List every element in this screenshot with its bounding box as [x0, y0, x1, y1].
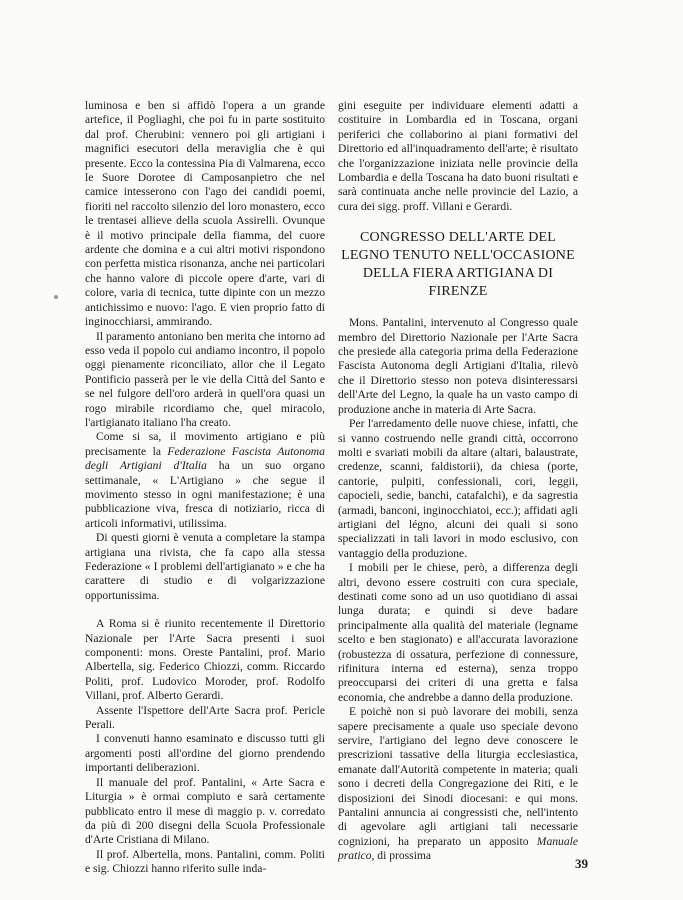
- paragraph: A Roma si è riunito recentemente il Direttorio Nazionale per l'Arte Sacra presenti i suoi componenti: mons. Oreste Pantalini, prof. Mario Albertella, sig. Federico Chiozzi, comm. Riccardo Politi, prof. Ludovico Moroder, prof. Rodolfo Villani, prof. Alberto Gerardi.: [85, 617, 325, 703]
- page-number: 39: [575, 856, 588, 871]
- paragraph: Per l'arredamento delle nuove chiese, infatti, che si vanno costruendo nelle grandi città, occorrono molti e svariati mobili da altare (altari, balaustrate, credenze, scanni, faldistorii), da chiesa (porte, cantorie, pulpiti, confessionali, cori, leggii, capocieli, sedie, banchi, catafalchi), e da sagrestia (armadi, banconi, inginocchiatoi, ecc.); affidati agli artigiani del légno, alcuni dei quali si sono specializzati in tali lavori in modo esclusivo, con vantaggio della produzione.: [338, 417, 578, 560]
- paragraph: Il manuale del prof. Pantalini, « Arte Sacra e Liturgia » è ormai compiuto e sarà certamente pubblicato entro il mese di maggio p. v. corredato da più di 200 disegni della Scuola Professionale d'Arte Cristiana di Milano.: [85, 775, 325, 847]
- section-heading: CONGRESSO DELL'ARTE DEL LEGNO TENUTO NELL'OCCASIONE DELLA FIERA ARTIGIANA DI FIRENZE: [341, 230, 575, 300]
- paragraph: Il paramento antoniano ben merita che intorno ad esso veda il popolo cui andiamo incontro, il popolo oggi pienamente riconciliato, allor che il Legato Pontificio passerà per le vie della Città del Santo e se nel fulgore dell'oro arderà in quell'ora quasi un rogo mirabile ricordiamo che, quel miracolo, l'artigianato italiano l'ha creato.: [85, 329, 325, 429]
- right-column: [338, 99, 578, 864]
- paragraph: [338, 705, 578, 863]
- paragraph: Il prof. Albertella, mons. Pantalini, comm. Politi e sig. Chiozzi hanno riferito sulle inda-: [85, 847, 325, 876]
- paragraph: Mons. Pantalini, intervenuto al Congresso quale membro del Direttorio Nazionale per l'Arte Sacra che presiede alla categoria prima della Federazione Fascista Autonoma degli Artigiani d'Italia, rilevò che il Direttorio stesso non poteva disinteressarsi dell'Arte del Legno, la quale ha un vasto campo di produzione anche in materia di Arte Sacra.: [338, 316, 578, 416]
- paragraph: Assente l'Ispettore dell'Arte Sacra prof. Pericle Perali.: [85, 703, 325, 732]
- margin-dot: [54, 295, 58, 299]
- text-run: , di prossima: [371, 849, 432, 863]
- paragraph: I convenuti hanno esaminato e discusso tutti gli argomenti posti all'ordine del giorno prendendo importanti deliberazioni.: [85, 732, 325, 775]
- paragraph: Di questi giorni è venuta a completare la stampa artigiana una rivista, che fa capo alla stessa Federazione « I problemi dell'artigianato » e che ha carattere di studio e di volgarizzazione opportunissima.: [85, 531, 325, 602]
- italic-manual-title: Manuale pratico: [338, 834, 578, 863]
- text-run: Come si sa, il movimento artigiano e più precisamente la: [85, 430, 325, 458]
- left-column: [85, 99, 325, 877]
- paragraph: [85, 430, 325, 531]
- paragraph: luminosa e ben si affidò l'opera a un grande artefice, il Pogliaghi, che poi fu in parte sostituito dal prof. Cherubini: vennero poi gli artigiani i magnifici esecutori della meraviglia che è qui presente. Ecco la contessina Pia di Valmarena, ecco le Suore Dorotee di Camposanpietro che nel camice intesserono con l'ago dei candidi poemi, fioriti nel raccolto silenzio del loro monastero, ecco le trentasei allieve della scuola Assirelli. Ovunque è il motivo principale della fiamma, del cuore ardente che domina e a cui altri motivi rispondono con perfetta mistica risonanza, anche nei particolari che hanno valore di piccole opere d'arte, vari di colore, varia di tecnica, tutte dipinte con un mezzo antichissimo e nuovo: l'ago. E vien proprio fatto di inginocchiarsi, ammirando.: [85, 99, 325, 329]
- text-run: E poichè non si può lavorare dei mobili, senza sapere precisamente a quale uso speciale devono servire, l'artigiano del legno deve conoscere le prescrizioni tassative della liturgia ecclesiastica, emanate dall'Autorità competente in materia; quali sono i decreti della Congregazione dei Riti, e le disposizioni dei Sinodi diocesani: e qui mons. Pantalini annuncia ai congressisti che, nell'intento di agevolare agli artigiani tali necessarie cognizioni, ha preparato un apposito: [338, 705, 578, 848]
- paragraph: gini eseguite per individuare elementi adatti a costituire in Lombardia ed in Toscana, organi periferici che collaborino ai piani formativi del Direttorio ed all'inquadramento dell'arte; è risultato che l'organizzazione iniziata nelle provincie della Lombardia e della Toscana ha dato buoni risultati e sarà continuata anche nelle provincie del Lazio, a cura dei sigg. proff. Villani e Gerardi.: [338, 99, 578, 213]
- paragraph: I mobili per le chiese, però, a differenza degli altri, devono essere costruiti con cura speciale, destinati come sono ad un uso quotidiano di assai lunga durata; e quindi si deve badare principalmente alla qualità del materiale (legname scelto e ben stagionato) e all'accurata lavorazione (robustezza di ossatura, perfezione di connessure, rifinitura interna ed esterna), senza troppo preoccuparsi dei criteri di una gretta e falsa economia, che andrebbe a danno della produzione.: [338, 561, 578, 704]
- italic-federation-name: Federazione Fascista Autonoma degli Artigiani d'Italia: [85, 444, 325, 473]
- text-run: ha un suo organo settimanale, « L'Artigiano » che segue il movimento stesso in ogni manifestazione; è una pubblicazione viva, fresca di notiziario, ricca di articoli informativi, utilissima.: [85, 459, 325, 530]
